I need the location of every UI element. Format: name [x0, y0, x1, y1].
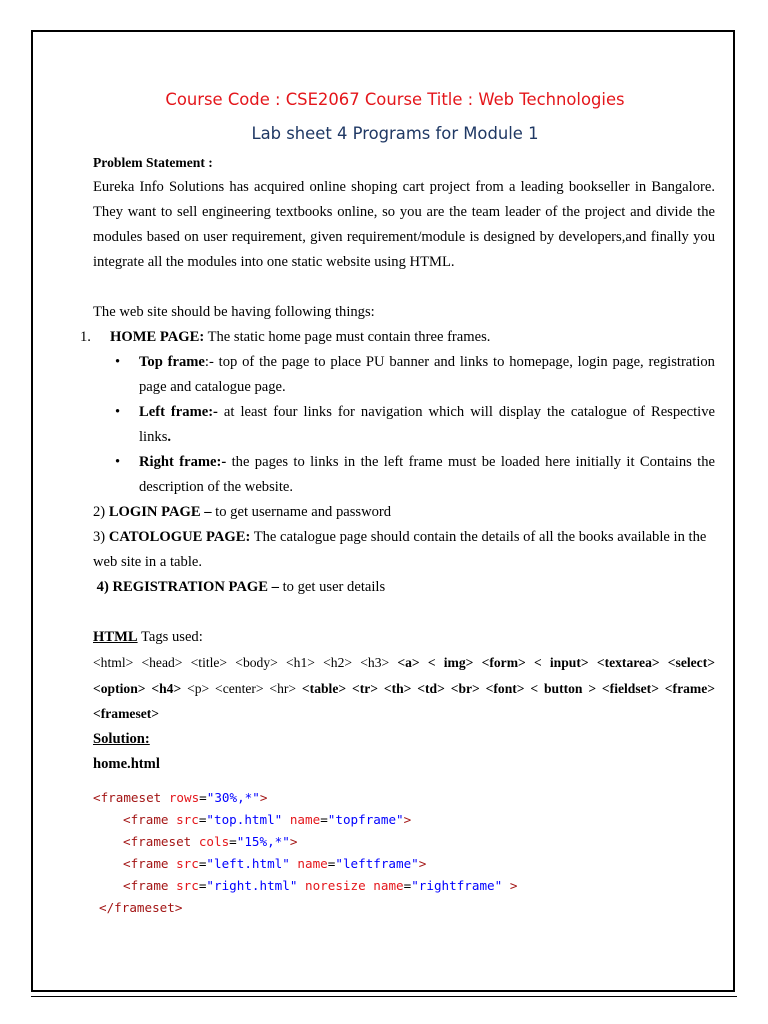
code-token: <frame	[123, 855, 177, 871]
registration-page-label: REGISTRATION PAGE –	[108, 579, 279, 595]
code-token: noresize	[305, 877, 366, 893]
code-token: "15%,*"	[236, 833, 290, 849]
tags-heading-rest: Tags used:	[137, 629, 203, 645]
code-token: =	[229, 833, 237, 849]
left-frame-text: at least four links for navigation which will display the catalogue of Respective links	[139, 404, 715, 445]
right-frame-text: the pages to links in the left frame must be loaded here initially it Contains the description of the website.	[139, 454, 715, 495]
tags-list-plain: <html> <head> <title> <body> <h1> <h2> <h3>	[93, 655, 398, 670]
lab-sheet-title: Lab sheet 4 Programs for Module 1	[251, 124, 539, 143]
code-block	[93, 787, 715, 919]
login-page-text: to get username and password	[211, 504, 392, 520]
code-token	[502, 878, 510, 893]
right-frame-label: Right frame:-	[139, 454, 227, 470]
catalogue-page-label: CATOLOGUE PAGE:	[105, 529, 251, 545]
problem-heading: Problem Statement :	[93, 155, 213, 170]
code-token: <frameset	[123, 833, 199, 849]
code-line	[93, 853, 715, 875]
code-token: "top.html"	[206, 811, 283, 827]
login-page-number: 2)	[93, 504, 106, 520]
code-token: =	[199, 789, 207, 805]
solution-heading: Solution:	[93, 730, 150, 747]
code-token: src	[176, 811, 199, 827]
code-line	[93, 875, 715, 897]
code-token: <frameset	[93, 789, 169, 805]
code-token: >	[403, 811, 412, 827]
code-token: >	[259, 789, 268, 805]
code-token: "right.html"	[206, 877, 298, 893]
tags-heading	[93, 625, 715, 650]
bullet-right-frame	[93, 450, 715, 500]
code-token: "leftframe"	[335, 855, 419, 871]
top-frame-text: top of the page to place PU banner and links to homepage, login page, registration page and catalogue page.	[139, 354, 715, 395]
code-token: =	[320, 811, 328, 827]
bullet-top-frame	[93, 350, 715, 400]
code-line	[93, 831, 715, 853]
page-bottom-rule	[31, 996, 737, 997]
top-frame-label: Top frame	[139, 354, 205, 370]
home-page-label: HOME PAGE:	[110, 329, 205, 345]
bullet-dot: •	[115, 404, 121, 420]
catalogue-page-text: The catalogue page should contain the details of all the books available in the web site in a table.	[93, 529, 707, 570]
code-token: >	[289, 833, 298, 849]
code-token: rows	[168, 789, 200, 805]
code-token: >	[418, 855, 427, 871]
bullet-dot: •	[115, 354, 121, 370]
code-token: =	[198, 855, 207, 871]
code-token: =	[403, 877, 412, 893]
code-token: src	[176, 855, 199, 871]
home-page-text: The static home page must contain three frames.	[204, 329, 491, 345]
code-token: "topframe"	[327, 811, 404, 827]
tags-list-plain-2: <p> <center> <hr>	[181, 680, 302, 696]
requirements-intro: The web site should be having following things:	[93, 304, 375, 320]
code-token: =	[327, 855, 336, 871]
code-token: "left.html"	[206, 855, 290, 871]
course-title: Course Code : CSE2067 Course Title : Web Technologies	[165, 90, 625, 109]
catalogue-page-number: 3)	[93, 529, 106, 545]
bullet-left-frame	[93, 400, 715, 450]
left-frame-label: Left frame:-	[139, 404, 218, 420]
code-token	[282, 812, 290, 827]
tags-list-bold: <a> < img> <form> < input> <textarea> <select> <option> <h4>	[93, 655, 715, 696]
document-body	[80, 88, 715, 919]
problem-body: Eureka Info Solutions has acquired online shoping cart project from a leading bookseller in Bangalore. They want to sell engineering textbooks online, so you are the team leader of the project and divide the modules based on user requirement, given requirement/module is designed by developers,and finally you integrate all the modules into one static website using HTML.	[93, 179, 715, 270]
code-token: "rightframe"	[411, 877, 503, 893]
code-token	[297, 878, 305, 893]
code-token: name	[289, 811, 321, 827]
code-token: src	[176, 877, 199, 893]
catalogue-page-item	[93, 525, 715, 575]
code-token: "30%,*"	[206, 789, 260, 805]
code-token: name	[373, 877, 404, 893]
code-token: =	[198, 811, 207, 827]
bullet-dot: •	[115, 454, 121, 470]
code-line	[93, 809, 715, 831]
left-frame-tail: .	[167, 429, 172, 445]
code-token: <frame	[123, 877, 177, 893]
registration-page-text: to get user details	[278, 579, 386, 595]
tags-heading-html: HTML	[93, 629, 138, 645]
code-line	[93, 897, 715, 919]
tags-list-bold-2: <table> <tr> <th> <td> <br> <font> < button > <fieldset> <frame><frameset>	[93, 680, 715, 721]
login-page-item	[93, 500, 715, 525]
code-token: </frameset>	[99, 899, 183, 915]
registration-page-item	[93, 575, 715, 600]
solution-file-name: home.html	[93, 755, 160, 772]
code-line	[93, 787, 715, 809]
login-page-label: LOGIN PAGE –	[105, 504, 212, 520]
tags-list	[93, 650, 715, 727]
home-page-number: 1.	[80, 329, 91, 345]
home-page-item	[80, 325, 715, 350]
code-token: =	[198, 877, 207, 893]
code-token: cols	[198, 833, 230, 849]
code-token: <frame	[123, 811, 177, 827]
code-token: name	[297, 855, 328, 871]
registration-page-number: 4)	[93, 579, 109, 595]
top-frame-sep: :-	[204, 354, 214, 370]
code-token: >	[509, 877, 518, 893]
